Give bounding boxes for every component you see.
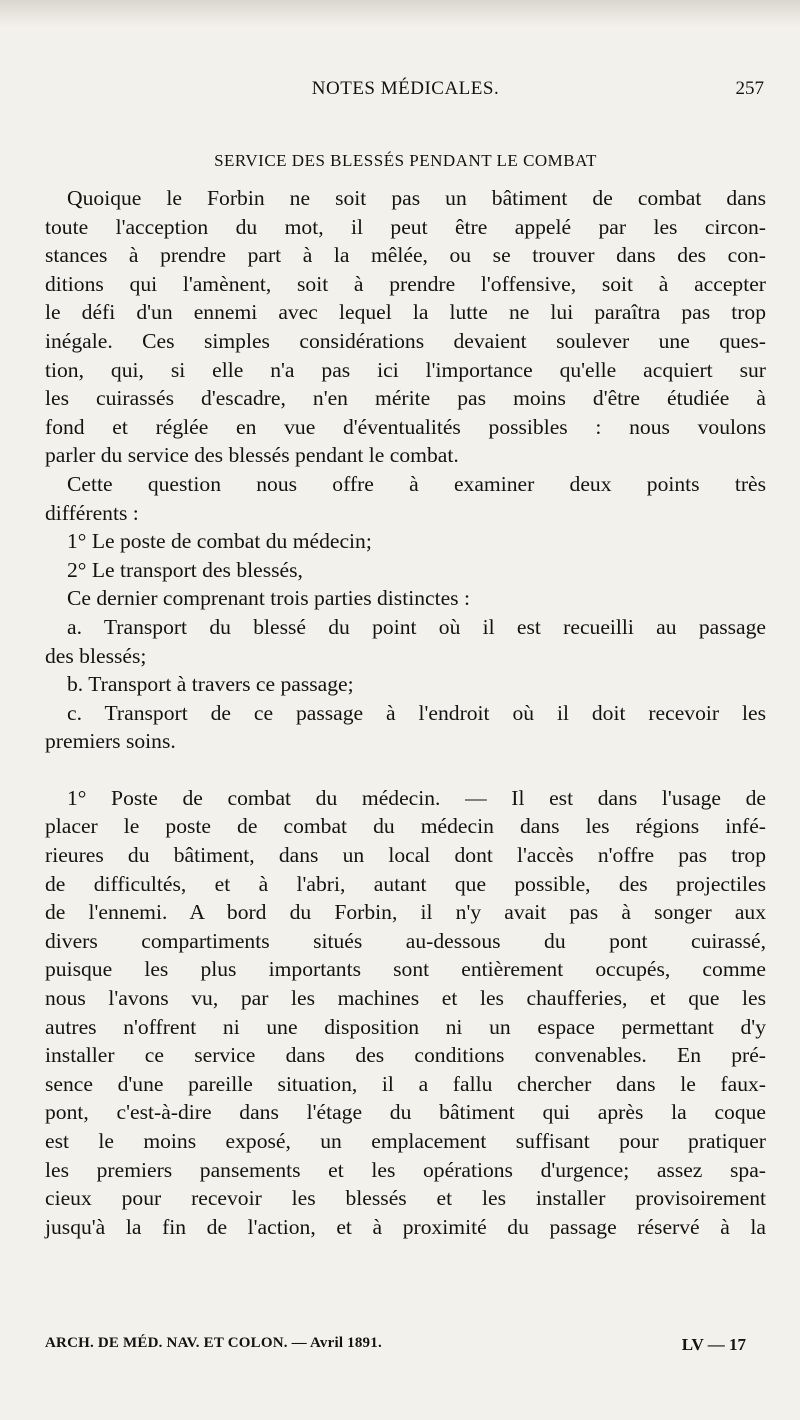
text-line: rieures du bâtiment, dans un local dont l'accès n'offre pas trop (45, 843, 766, 868)
text-line: les premiers pansements et les opérations d'urgence; assez spa- (45, 1157, 766, 1182)
text-line: premiers soins. (45, 729, 176, 754)
text-line: des blessés; (45, 643, 147, 668)
text-line: Quoique le Forbin ne soit pas un bâtiment de combat dans (67, 186, 766, 210)
text-line: inégale. Ces simples considérations devaient soulever une ques- (45, 328, 766, 353)
text-line: installer ce service dans des conditions convenables. En pré- (45, 1043, 766, 1068)
paragraph-intro (45, 184, 766, 470)
text-line: parler du service des blessés pendant le combat. (45, 443, 459, 468)
list-item (45, 556, 766, 585)
text-line: divers compartiments situés au-dessous du pont cuirassé, (45, 928, 766, 953)
text-line: autres n'offrent ni une disposition ni un espace permettant d'y (45, 1014, 766, 1039)
paragraph-poste-de-combat (45, 784, 766, 1242)
signature-mark: LV — 17 (681, 1335, 746, 1354)
list-item (45, 613, 766, 670)
body-text (45, 184, 766, 1241)
text-line: Cette question nous offre à examiner deux points très (67, 471, 766, 496)
page-number: 257 (735, 78, 764, 99)
list-item (45, 670, 766, 699)
text-line: jusqu'à la fin de l'action, et à proximité du passage réservé à la (45, 1214, 766, 1239)
page-footer (45, 1335, 766, 1357)
page-top-edge (0, 0, 800, 28)
text-line: fond et réglée en vue d'éventualités possibles : nous voulons (45, 414, 766, 439)
text-line: les cuirassés d'escadre, n'en mérite pas moins d'être étudiée à (45, 386, 766, 411)
text-line: est le moins exposé, un emplacement suffisant pour pratiquer (45, 1129, 766, 1153)
text-line: de difficultés, et à l'abri, autant que possible, des projectiles (45, 871, 766, 896)
text-line: sence d'une pareille situation, il a fallu chercher dans le faux- (45, 1071, 766, 1096)
text-line: b. Transport à travers ce passage; (67, 672, 354, 697)
list-item (45, 699, 766, 756)
text-line: 1° Le poste de combat du médecin; (67, 529, 372, 554)
text-line: tion, qui, si elle n'a pas ici l'importance qu'elle acquiert sur (45, 357, 766, 382)
text-line: Ce dernier comprenant trois parties distinctes : (67, 586, 470, 611)
paragraph-parts (45, 584, 766, 613)
text-line: placer le poste de combat du médecin dans les régions infé- (45, 814, 766, 839)
text-line: toute l'acception du mot, il peut être appelé par les circon- (45, 214, 766, 239)
text-line: puisque les plus importants sont entièrement occupés, comme (45, 957, 766, 982)
paragraph-gap (45, 756, 766, 784)
journal-reference: ARCH. DE MÉD. NAV. ET COLON. — Avril 1891. (45, 1335, 382, 1351)
paragraph-points (45, 470, 766, 527)
text-line: 2° Le transport des blessés, (67, 557, 303, 582)
running-title: NOTES MÉDICALES. (311, 78, 500, 99)
text-line: nous l'avons vu, par les machines et les chaufferies, et que les (45, 986, 766, 1011)
text-line: le défi d'un ennemi avec lequel la lutte ne lui paraîtra pas trop (45, 300, 766, 325)
text-line: pont, c'est-à-dire dans l'étage du bâtiment qui après la coque (45, 1100, 766, 1125)
text-line: a. Transport du blessé du point où il est recueilli au passage (67, 614, 766, 639)
running-header (45, 78, 766, 102)
text-line: ditions qui l'amènent, soit à prendre l'offensive, soit à accepter (45, 271, 766, 296)
text-line: différents : (45, 500, 139, 525)
section-heading: SERVICE DES BLESSÉS PENDANT LE COMBAT (214, 151, 597, 170)
text-line: 1° Poste de combat du médecin. — Il est dans l'usage de (67, 785, 766, 810)
text-line: c. Transport de ce passage à l'endroit où il doit recevoir les (67, 700, 766, 725)
text-line: de l'ennemi. A bord du Forbin, il n'y avait pas à songer aux (45, 900, 766, 925)
list-item (45, 527, 766, 556)
text-line: cieux pour recevoir les blessés et les installer provisoirement (45, 1186, 766, 1211)
text-line: stances à prendre part à la mêlée, ou se trouver dans des con- (45, 243, 766, 268)
